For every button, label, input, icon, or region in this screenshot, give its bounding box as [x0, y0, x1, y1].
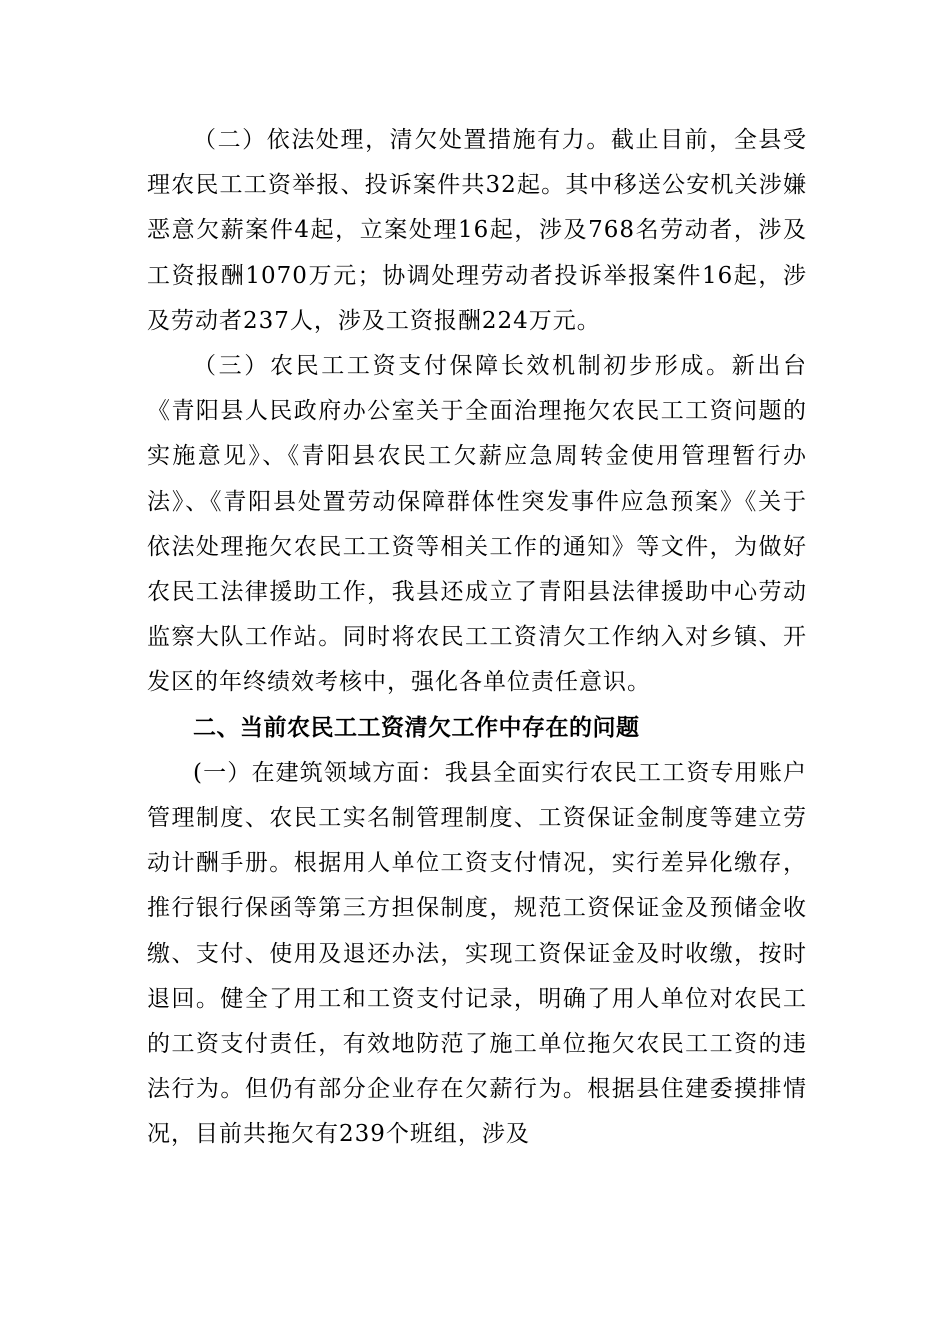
- paragraph-section-2: （二）依法处理，清欠处置措施有力。截止目前，全县受理农民工工资举报、投诉案件共32起。其中移送公安机关涉嫌恶意欠薪案件4起，立案处理16起，涉及768名劳动者，涉及工资报酬1070万元；协调处理劳动者投诉举报案件16起，涉及劳动者237人，涉及工资报酬224万元。: [147, 127, 807, 334]
- paragraph-section-3: （三）农民工工资支付保障长效机制初步形成。新出台《青阳县人民政府办公室关于全面治理拖欠农民工工资问题的实施意见》、《青阳县农民工欠薪应急周转金使用管理暂行办法》、《青阳县处置劳动保障群体性突发事件应急预案》《关于依法处理拖欠农民工工资等相关工作的通知》等文件，为做好农民工法律援助工作，我县还成立了青阳县法律援助中心劳动监察大队工作站。同时将农民工工资清欠工作纳入对乡镇、开发区的年终绩效考核中，强化各单位责任意识。: [147, 353, 807, 696]
- paragraph-construction: (一）在建筑领域方面：我县全面实行农民工工资专用账户管理制度、农民工实名制管理制度、工资保证金制度等建立劳动计酬手册。根据用人单位工资支付情况，实行差异化缴存，推行银行保函等第三方担保制度，规范工资保证金及预储金收缴、支付、使用及退还办法，实现工资保证金及时收缴，按时退回。健全了用工和工资支付记录，明确了用人单位对农民工的工资支付责任，有效地防范了施工单位拖欠农民工工资的违法行为。但仍有部分企业存在欠薪行为。根据县住建委摸排情况，目前共拖欠有239个班组，涉及: [147, 759, 807, 1148]
- section-heading: 二、当前农民工工资清欠工作中存在的问题: [193, 714, 640, 741]
- document-page: [147, 118, 807, 1158]
